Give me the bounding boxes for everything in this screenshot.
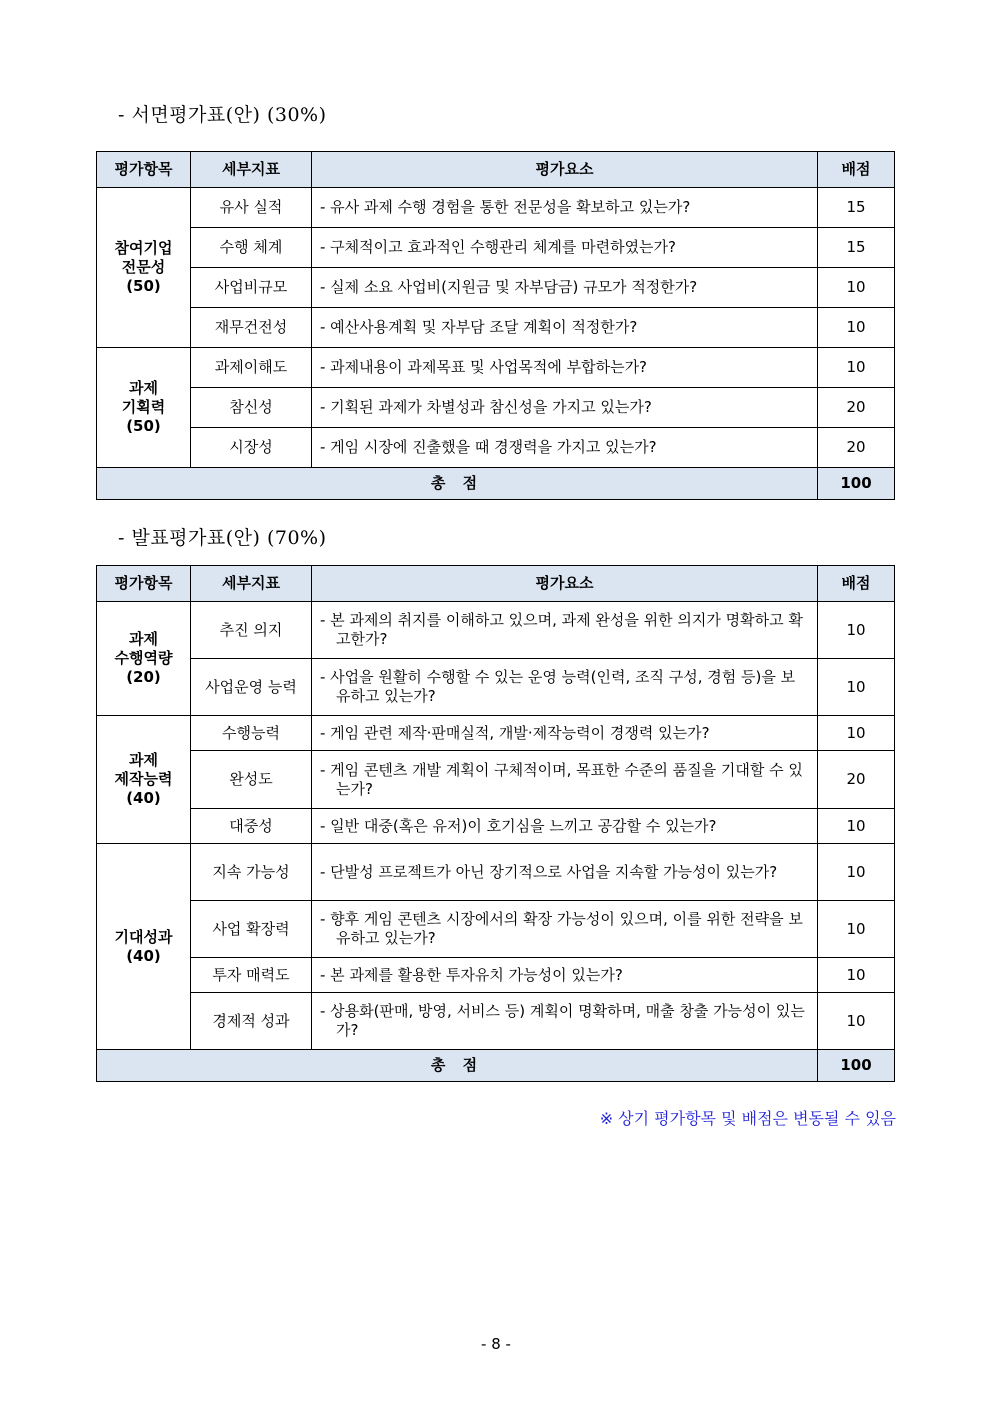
score-cell: 20 [818, 751, 895, 809]
indicator-cell: 사업운영 능력 [191, 659, 312, 716]
table-row [97, 428, 895, 468]
score-cell: 10 [818, 844, 895, 901]
table-header-row [97, 152, 895, 188]
score-cell: 10 [818, 958, 895, 993]
category-cell: 과제 기획력 (50) [97, 348, 191, 468]
element-cell: - 게임 관련 제작·판매실적, 개발·제작능력이 경쟁력 있는가? [312, 716, 818, 751]
score-cell: 10 [818, 348, 895, 388]
score-cell: 20 [818, 388, 895, 428]
element-cell: - 사업을 원활히 수행할 수 있는 운영 능력(인력, 조직 구성, 경험 등)을 보유하고 있는가? [312, 659, 818, 716]
indicator-cell: 참신성 [191, 388, 312, 428]
indicator-cell: 유사 실적 [191, 188, 312, 228]
table-row [97, 308, 895, 348]
indicator-cell: 사업비규모 [191, 268, 312, 308]
table-header-row [97, 566, 895, 602]
presentation-evaluation-table [96, 565, 895, 1082]
total-row [97, 468, 895, 500]
table-row [97, 716, 895, 751]
table-row [97, 348, 895, 388]
element-cell: - 일반 대중(혹은 유저)이 호기심을 느끼고 공감할 수 있는가? [312, 809, 818, 844]
table-row [97, 751, 895, 809]
table-row [97, 188, 895, 228]
score-cell: 10 [818, 659, 895, 716]
table-row [97, 268, 895, 308]
table-row [97, 901, 895, 958]
category-cell: 기대성과 (40) [97, 844, 191, 1050]
element-cell: - 본 과제를 활용한 투자유치 가능성이 있는가? [312, 958, 818, 993]
element-cell: - 과제내용이 과제목표 및 사업목적에 부합하는가? [312, 348, 818, 388]
table-row [97, 388, 895, 428]
indicator-cell: 경제적 성과 [191, 993, 312, 1050]
element-cell: - 향후 게임 콘텐츠 시장에서의 확장 가능성이 있으며, 이를 위한 전략을 보유하고 있는가? [312, 901, 818, 958]
score-cell: 10 [818, 716, 895, 751]
category-cell: 과제 수행역량 (20) [97, 602, 191, 716]
table-row [97, 958, 895, 993]
table-row [97, 602, 895, 659]
written-evaluation-table [96, 151, 895, 500]
indicator-cell: 시장성 [191, 428, 312, 468]
header-score: 배점 [818, 152, 895, 188]
category-cell: 과제 제작능력 (40) [97, 716, 191, 844]
total-row [97, 1050, 895, 1082]
element-cell: - 게임 콘텐츠 개발 계획이 구체적이며, 목표한 수준의 품질을 기대할 수 있는가? [312, 751, 818, 809]
page-number: - 8 - [481, 1335, 511, 1353]
indicator-cell: 수행능력 [191, 716, 312, 751]
header-element: 평가요소 [312, 152, 818, 188]
header-category: 평가항목 [97, 566, 191, 602]
element-cell: - 상용화(판매, 방영, 서비스 등) 계획이 명확하며, 매출 창출 가능성이 있는가? [312, 993, 818, 1050]
indicator-cell: 재무건전성 [191, 308, 312, 348]
total-label: 총 점 [97, 1050, 818, 1082]
header-element: 평가요소 [312, 566, 818, 602]
table-row [97, 844, 895, 901]
indicator-cell: 사업 확장력 [191, 901, 312, 958]
header-indicator: 세부지표 [191, 566, 312, 602]
indicator-cell: 과제이해도 [191, 348, 312, 388]
section-title-written: - 서면평가표(안) (30%) [118, 104, 327, 126]
indicator-cell: 완성도 [191, 751, 312, 809]
score-cell: 15 [818, 188, 895, 228]
score-cell: 10 [818, 308, 895, 348]
category-cell: 참여기업 전문성 (50) [97, 188, 191, 348]
section-title-presentation: - 발표평가표(안) (70%) [118, 527, 327, 549]
header-score: 배점 [818, 566, 895, 602]
indicator-cell: 수행 체계 [191, 228, 312, 268]
element-cell: - 단발성 프로젝트가 아닌 장기적으로 사업을 지속할 가능성이 있는가? [312, 844, 818, 901]
table-row [97, 809, 895, 844]
table-row [97, 659, 895, 716]
score-cell: 10 [818, 602, 895, 659]
element-cell: - 본 과제의 취지를 이해하고 있으며, 과제 완성을 위한 의지가 명확하고 확고한가? [312, 602, 818, 659]
element-cell: - 유사 과제 수행 경험을 통한 전문성을 확보하고 있는가? [312, 188, 818, 228]
indicator-cell: 대중성 [191, 809, 312, 844]
footnote: ※ 상기 평가항목 및 배점은 변동될 수 있음 [599, 1109, 896, 1128]
score-cell: 10 [818, 901, 895, 958]
header-category: 평가항목 [97, 152, 191, 188]
header-indicator: 세부지표 [191, 152, 312, 188]
score-cell: 20 [818, 428, 895, 468]
total-label: 총 점 [97, 468, 818, 500]
indicator-cell: 투자 매력도 [191, 958, 312, 993]
score-cell: 15 [818, 228, 895, 268]
indicator-cell: 지속 가능성 [191, 844, 312, 901]
element-cell: - 실제 소요 사업비(지원금 및 자부담금) 규모가 적정한가? [312, 268, 818, 308]
element-cell: - 예산사용계획 및 자부담 조달 계획이 적정한가? [312, 308, 818, 348]
total-score: 100 [818, 468, 895, 500]
score-cell: 10 [818, 268, 895, 308]
element-cell: - 게임 시장에 진출했을 때 경쟁력을 가지고 있는가? [312, 428, 818, 468]
element-cell: - 구체적이고 효과적인 수행관리 체계를 마련하였는가? [312, 228, 818, 268]
score-cell: 10 [818, 809, 895, 844]
score-cell: 10 [818, 993, 895, 1050]
indicator-cell: 추진 의지 [191, 602, 312, 659]
total-score: 100 [818, 1050, 895, 1082]
element-cell: - 기획된 과제가 차별성과 참신성을 가지고 있는가? [312, 388, 818, 428]
table-row [97, 993, 895, 1050]
table-row [97, 228, 895, 268]
